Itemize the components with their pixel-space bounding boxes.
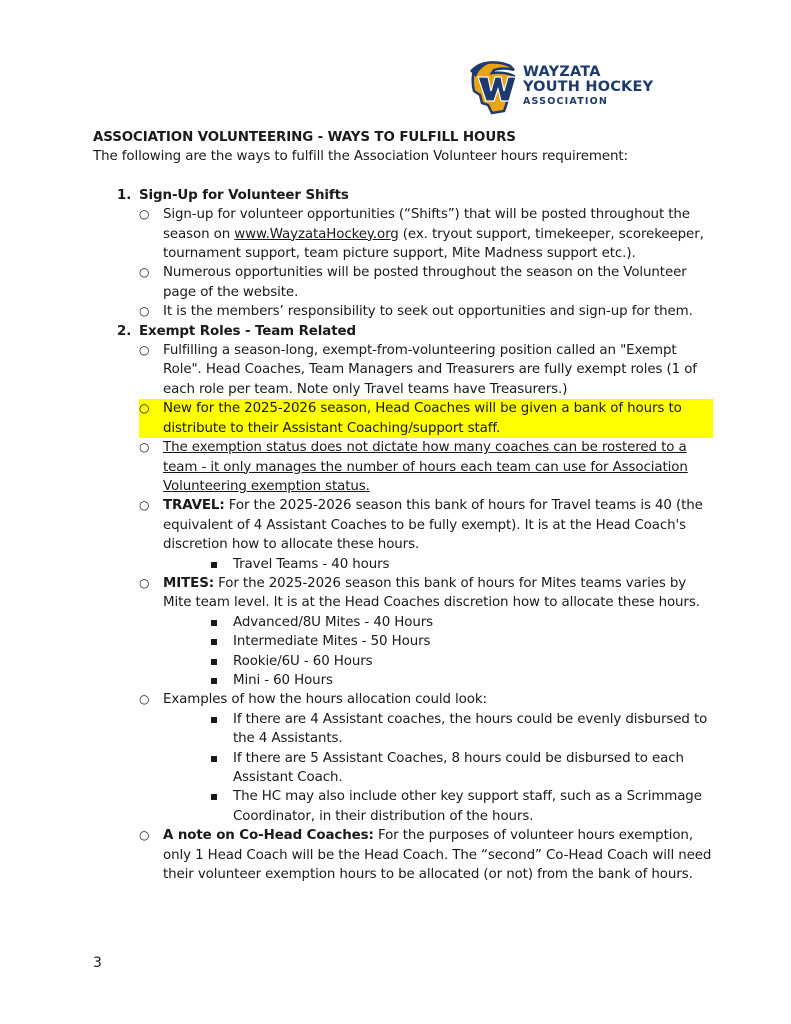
circle-bullet-icon: ○ <box>139 440 150 455</box>
circle-bullet-icon: ○ <box>139 498 150 513</box>
travel-item: ○ TRAVEL: For the 2025-2026 season this bank of hours for Travel teams is 40 (the equivalent of 4 Assistant Coaches to be fully exempt). It is at the Head Coach's discretion how to allocate these hours. Travel Teams - 40 hours <box>139 496 713 574</box>
page-heading: ASSOCIATION VOLUNTEERING - WAYS TO FULFILL HOURS <box>93 130 516 145</box>
section-title: Exempt Roles - Team Related <box>139 323 356 339</box>
section-title: Sign-Up for Volunteer Shifts <box>139 187 349 203</box>
list-item: ○ Numerous opportunities will be posted throughout the season on the Volunteer page of the website. <box>139 265 687 300</box>
section-number: 1. <box>117 187 132 203</box>
logo-line-1: WAYZATA <box>523 64 601 80</box>
page-number: 3 <box>93 955 102 971</box>
logo-line-2: YOUTH HOCKEY <box>523 79 654 95</box>
section-number: 2. <box>117 323 132 339</box>
list-item: ○ Sign-up for volunteer opportunities (“Shifts”) that will be posted throughout the season on www.WayzataHockey.org (ex. tryout support, timekeeper, scorekeeper, tournament support, team picture support, Mite Madness support etc.). <box>139 207 704 262</box>
examples-sublist <box>163 710 713 826</box>
website-link[interactable]: www.WayzataHockey.org <box>234 226 399 242</box>
circle-bullet-icon: ○ <box>139 265 150 280</box>
mites-item: ○ MITES: For the 2025-2026 season this bank of hours for Mites teams varies by Mite team level. It is at the Head Coaches discretion how to allocate these hours. Advanced/8U Mites - 40 Hours Intermediate Mites - 50 Hours Rookie/6U - 60 Hours Mini - 60 Hours <box>139 574 713 690</box>
cohead-note-item: ○ A note on Co-Head Coaches: For the purposes of volunteer hours exemption, only 1 Head Coach will be the Head Coach. The “second” Co-Head Coach will need their volunteer exemption hours to be allocated (or not) from the bank of hours. <box>139 828 712 883</box>
list-item: Rookie/6U - 60 Hours <box>163 652 713 671</box>
travel-sublist <box>163 555 713 574</box>
list-item: Mini - 60 Hours <box>163 671 713 690</box>
list-item: Travel Teams - 40 hours <box>163 555 713 574</box>
square-bullet-icon <box>211 562 217 568</box>
circle-bullet-icon: ○ <box>139 828 150 843</box>
mites-sublist <box>163 613 713 691</box>
list-item: If there are 4 Assistant coaches, the hours could be evenly disbursed to the 4 Assistants. <box>163 710 713 749</box>
trojan-helmet-icon <box>464 61 520 115</box>
signup-bullets <box>139 205 713 321</box>
circle-bullet-icon: ○ <box>139 401 150 416</box>
list-item: The HC may also include other key support staff, such as a Scrimmage Coordinator, in their distribution of the hours. <box>163 787 713 826</box>
exempt-bullets <box>139 341 713 884</box>
circle-bullet-icon: ○ <box>139 575 150 590</box>
circle-bullet-icon: ○ <box>139 343 150 358</box>
ways-list <box>93 186 713 885</box>
square-bullet-icon <box>211 659 217 665</box>
logo-wordmark <box>523 65 653 108</box>
list-item: ○ Fulfilling a season-long, exempt-from-volunteering position called an "Exempt Role". Head Coaches, Team Managers and Treasurers are fully exempt roles (1 of each role per team. Note only Travel teams have Treasurers.) <box>139 343 697 397</box>
circle-bullet-icon: ○ <box>139 304 150 319</box>
intro-text: The following are the ways to fulfill the Association Volunteer hours requirement: <box>93 149 628 165</box>
exemption-status-note: The exemption status does not dictate how many coaches can be rostered to a team - it only manages the number of hours each team can use for Association Volunteering exemption status. <box>163 440 688 494</box>
document-body <box>93 128 713 884</box>
list-item: If there are 5 Assistant Coaches, 8 hours could be disbursed to each Assistant Coach. <box>163 749 713 788</box>
logo-line-3: ASSOCIATION <box>523 96 609 107</box>
circle-bullet-icon: ○ <box>139 692 150 707</box>
circle-bullet-icon: ○ <box>139 207 150 222</box>
highlighted-notice: ○ New for the 2025-2026 season, Head Coaches will be given a bank of hours to distribute to their Assistant Coaching/support staff. <box>139 399 713 438</box>
examples-item: ○ Examples of how the hours allocation could look: If there are 4 Assistant coaches, the hours could be evenly disbursed to the 4 Assistants. If there are 5 Assistant Coaches, 8 hours could be disbursed to each Assistant Coach. The HC may also include other key support staff, such as a Scrimmage Coordinator, in their distribution of the hours. <box>139 690 713 826</box>
list-item: Intermediate Mites - 50 Hours <box>163 632 713 651</box>
list-item <box>139 438 713 496</box>
list-item: ○ It is the members’ responsibility to seek out opportunities and sign-up for them. <box>139 302 713 321</box>
square-bullet-icon <box>211 756 217 762</box>
spacer <box>93 167 713 186</box>
square-bullet-icon <box>211 717 217 723</box>
square-bullet-icon <box>211 620 217 626</box>
square-bullet-icon <box>211 678 217 684</box>
section-exempt-roles <box>93 322 713 885</box>
square-bullet-icon <box>211 794 217 800</box>
section-signup <box>93 186 713 322</box>
list-item: Advanced/8U Mites - 40 Hours <box>163 613 713 632</box>
association-logo <box>464 61 664 115</box>
square-bullet-icon <box>211 639 217 645</box>
